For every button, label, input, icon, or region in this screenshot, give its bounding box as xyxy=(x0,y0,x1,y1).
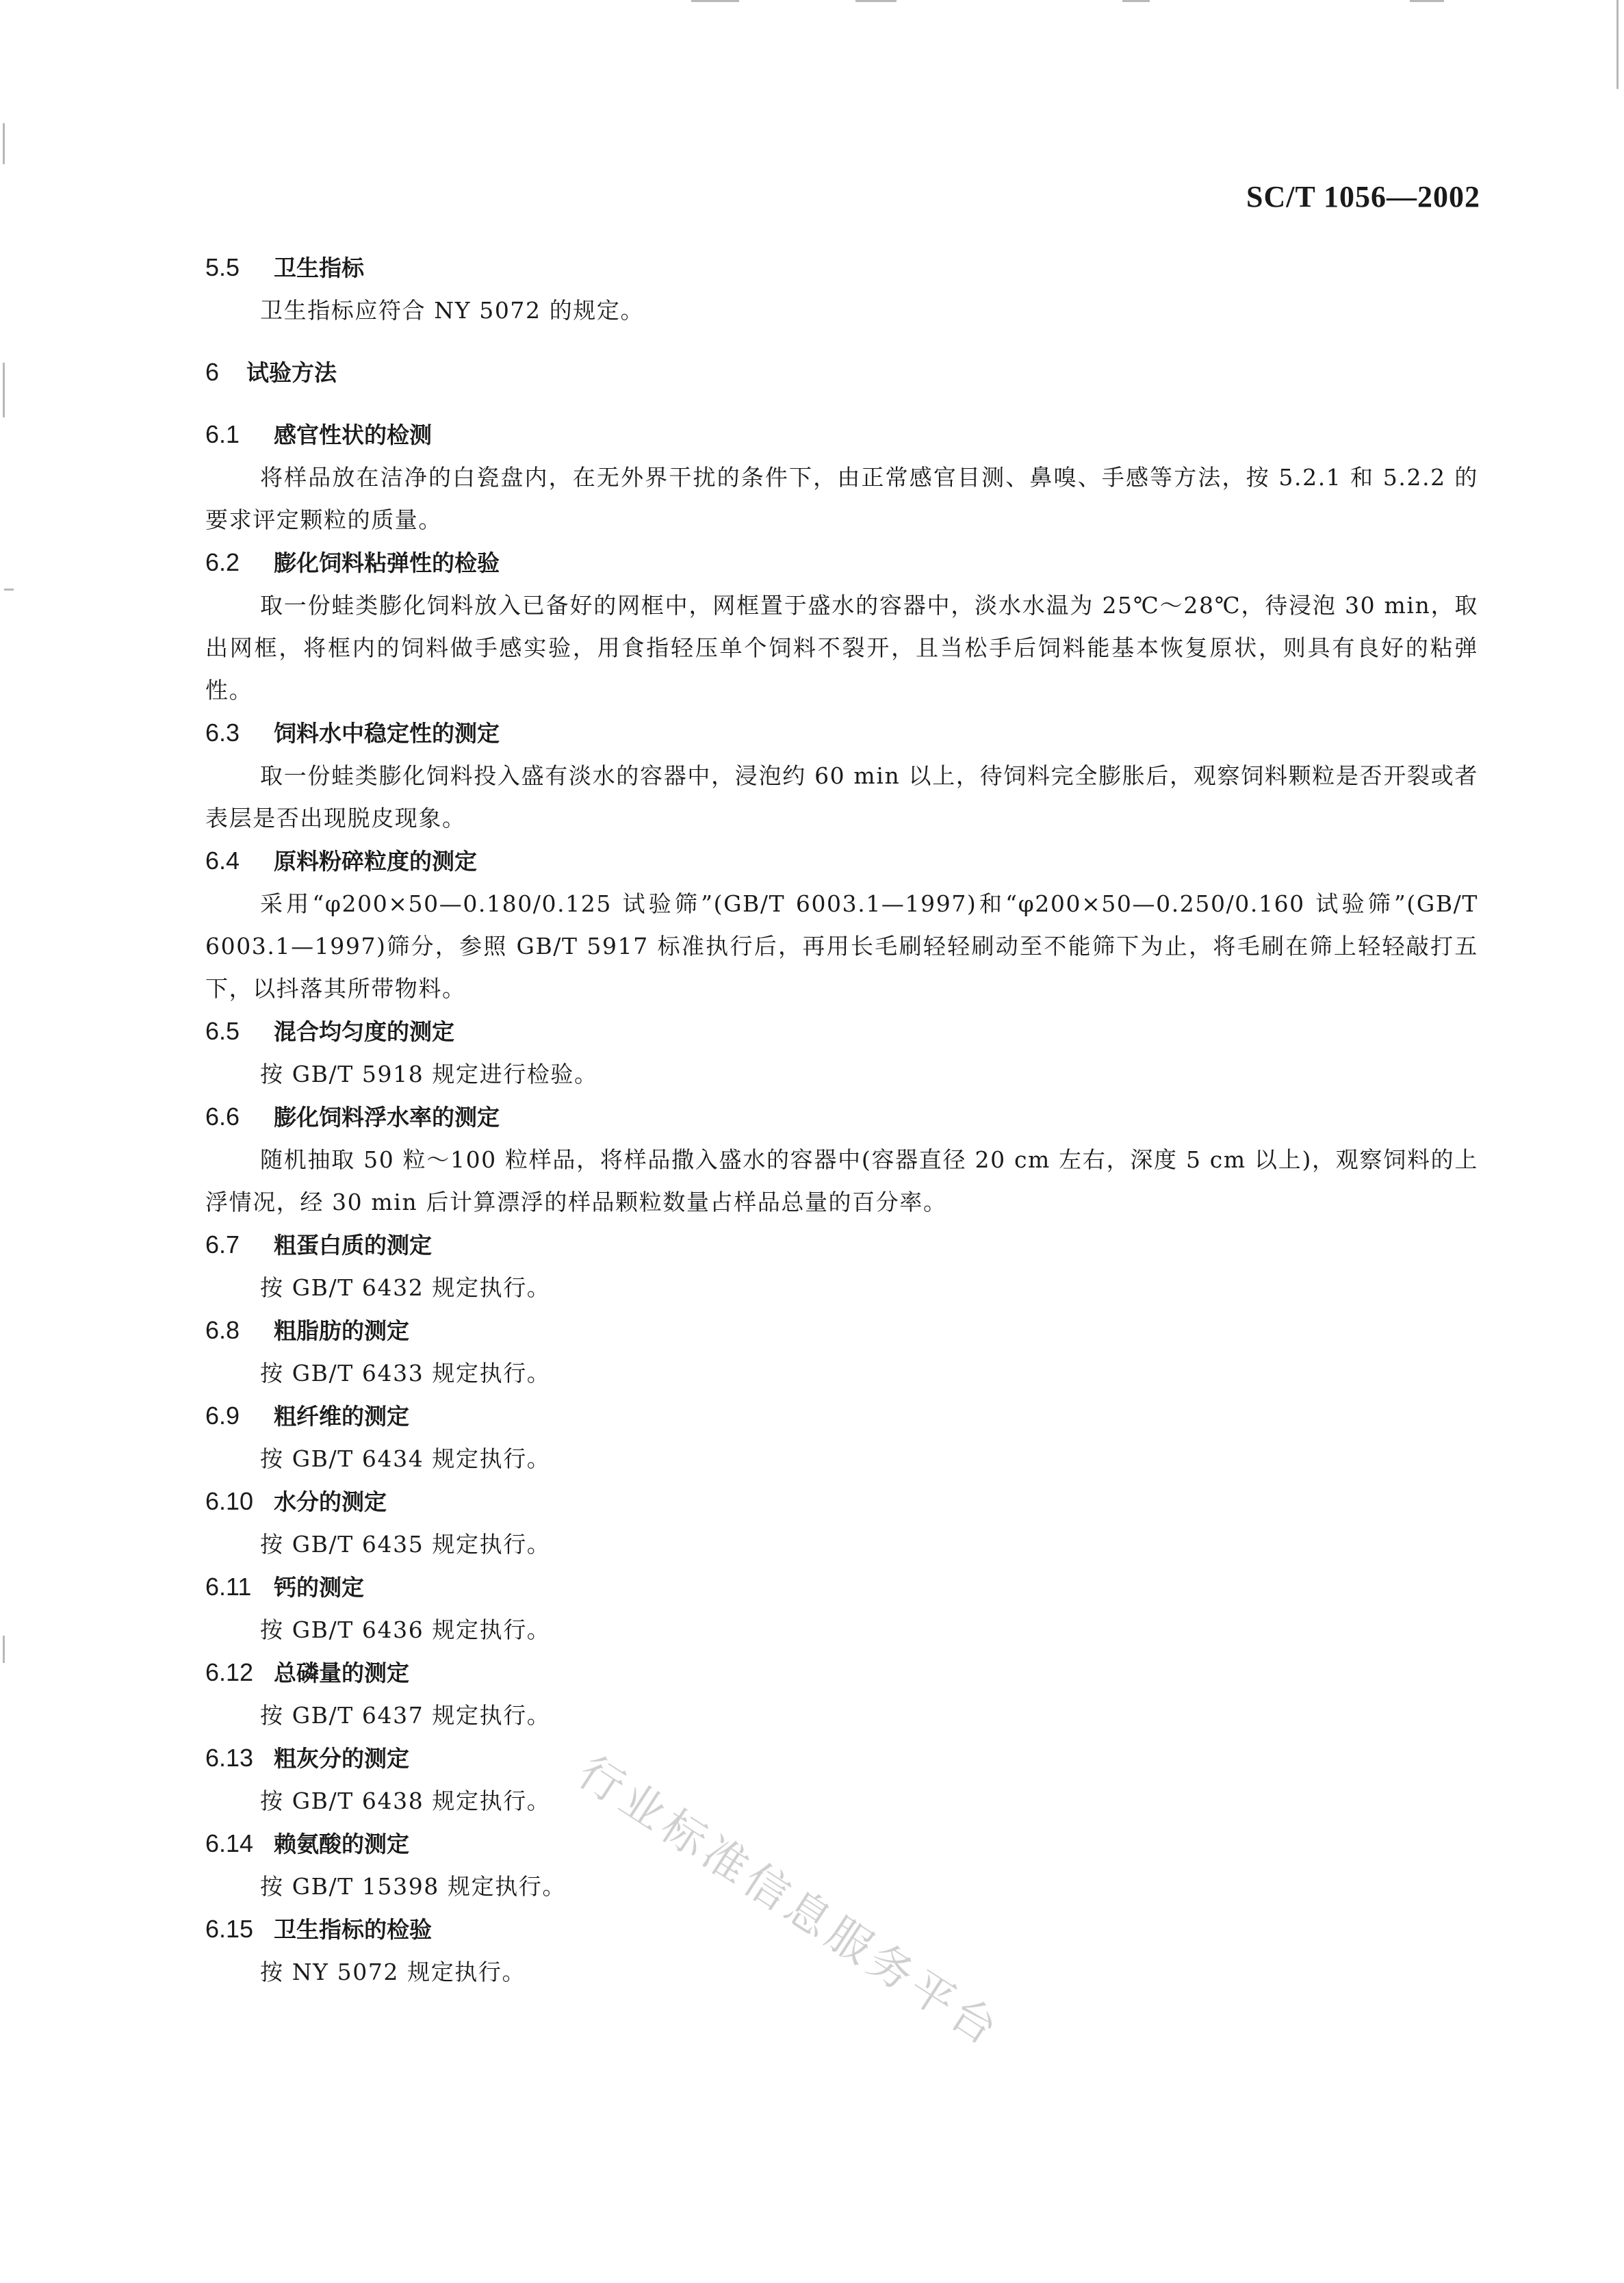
document-code: SC/T 1056—2002 xyxy=(1246,180,1480,214)
section-heading xyxy=(205,840,1478,883)
section-number: 6.6 xyxy=(205,1102,240,1131)
section-6 xyxy=(205,351,1478,394)
section-6-1 xyxy=(205,413,1478,541)
section-title: 粗灰分的测定 xyxy=(274,1745,409,1772)
section-title: 卫生指标 xyxy=(274,255,364,281)
section-heading xyxy=(205,1309,1478,1352)
section-paragraph: 卫生指标应符合 NY 5072 的规定。 xyxy=(260,297,645,324)
section-heading xyxy=(205,541,1478,584)
section-paragraph: 按 NY 5072 规定执行。 xyxy=(260,1959,526,1985)
section-number: 6.7 xyxy=(205,1230,240,1259)
section-heading xyxy=(205,1737,1478,1780)
section-title: 赖氨酸的测定 xyxy=(274,1831,409,1857)
section-title: 总磷量的测定 xyxy=(274,1660,409,1686)
section-title: 试验方法 xyxy=(246,359,337,386)
section-number: 6.2 xyxy=(205,548,240,576)
section-paragraph: 将样品放在洁净的白瓷盘内，在无外界干扰的条件下，由正常感官目测、鼻嗅、手感等方法，按 5.2.1 和 5.2.2 的要求评定颗粒的质量。 xyxy=(205,464,1478,533)
section-number: 6.15 xyxy=(205,1915,254,1943)
scan-mark-left-2 xyxy=(3,363,5,417)
section-title: 钙的测定 xyxy=(274,1574,364,1601)
section-paragraph: 取一份蛙类膨化饲料放入已备好的网框中，网框置于盛水的容器中，淡水水温为 25℃～28℃，待浸泡 30 min，取出网框，将框内的饲料做手感实验，用食指轻压单个饲料不裂开，且当松手后饲料能基本恢复原状，则具有良好的粘弹性。 xyxy=(205,592,1478,704)
section-title: 饲料水中稳定性的测定 xyxy=(274,720,500,747)
section-heading xyxy=(205,1096,1478,1139)
section-heading xyxy=(205,413,1478,456)
section-6-3 xyxy=(205,712,1478,840)
scan-mark-top-2 xyxy=(855,0,897,2)
watermark: 行业标准信息服务平台 xyxy=(569,1746,1010,2058)
section-6-5 xyxy=(205,1010,1478,1096)
section-number: 5.5 xyxy=(205,253,240,281)
section-heading xyxy=(205,1010,1478,1053)
section-paragraph: 按 GB/T 6433 规定执行。 xyxy=(260,1360,551,1386)
section-heading xyxy=(205,351,1478,394)
section-paragraph: 按 GB/T 6434 规定执行。 xyxy=(260,1445,551,1472)
section-number: 6.9 xyxy=(205,1402,240,1430)
section-title: 粗蛋白质的测定 xyxy=(274,1232,432,1259)
section-heading xyxy=(205,1480,1478,1523)
section-paragraph: 按 GB/T 6432 规定执行。 xyxy=(260,1274,551,1301)
section-title: 膨化饲料浮水率的测定 xyxy=(274,1104,500,1131)
section-title: 混合均匀度的测定 xyxy=(274,1018,454,1045)
section-heading xyxy=(205,1651,1478,1694)
scan-mark-top-4 xyxy=(1410,0,1444,2)
scan-mark-left-4 xyxy=(3,1636,5,1663)
section-paragraph: 按 GB/T 15398 规定执行。 xyxy=(260,1873,566,1900)
section-paragraph: 按 GB/T 6438 规定执行。 xyxy=(260,1788,551,1814)
section-title: 膨化饲料粘弹性的检验 xyxy=(274,550,500,576)
document-body xyxy=(205,246,1478,1994)
section-6-2 xyxy=(205,541,1478,712)
section-paragraph: 随机抽取 50 粒～100 粒样品，将样品撒入盛水的容器中(容器直径 20 cm 左右，深度 5 cm 以上)，观察饲料的上浮情况，经 30 min 后计算漂浮的样品颗粒数量占样品总量的百分率。 xyxy=(205,1146,1478,1215)
section-heading xyxy=(205,1395,1478,1438)
section-title: 卫生指标的检验 xyxy=(274,1916,432,1943)
section-number: 6.1 xyxy=(205,420,240,448)
section-6-13 xyxy=(205,1737,1478,1822)
section-title: 水分的测定 xyxy=(274,1488,387,1515)
section-number: 6.5 xyxy=(205,1017,240,1045)
section-number: 6.8 xyxy=(205,1316,240,1344)
section-6-11 xyxy=(205,1566,1478,1651)
section-title: 感官性状的检测 xyxy=(274,422,432,448)
section-title: 原料粉碎粒度的测定 xyxy=(274,848,477,875)
section-heading xyxy=(205,1224,1478,1267)
section-number: 6.3 xyxy=(205,719,240,747)
section-6-6 xyxy=(205,1096,1478,1224)
section-number: 6.13 xyxy=(205,1744,254,1772)
section-title: 粗脂肪的测定 xyxy=(274,1317,409,1344)
section-number: 6.12 xyxy=(205,1658,254,1686)
section-title: 粗纤维的测定 xyxy=(274,1403,409,1430)
scan-mark-top-1 xyxy=(691,0,739,2)
section-paragraph: 按 GB/T 6435 规定执行。 xyxy=(260,1531,551,1558)
section-paragraph: 采用“φ200×50—0.180/0.125 试验筛”(GB/T 6003.1—1997)和“φ200×50—0.250/0.160 试验筛”(GB/T 6003.1—1997)筛分，参照 GB/T 5917 标准执行后，再用长毛刷轻轻刷动至不能筛下为止，将毛刷在筛上轻轻敲打五下，以抖落其所带物料。 xyxy=(205,890,1478,1002)
section-heading xyxy=(205,1822,1478,1866)
scan-mark-right xyxy=(1616,0,1619,89)
section-number: 6.4 xyxy=(205,847,240,875)
section-paragraph: 取一份蛙类膨化饲料投入盛有淡水的容器中，浸泡约 60 min 以上，待饲料完全膨胀后，观察饲料颗粒是否开裂或者表层是否出现脱皮现象。 xyxy=(205,762,1478,831)
scan-mark-left-3 xyxy=(4,589,14,591)
section-6-7 xyxy=(205,1224,1478,1309)
section-paragraph: 按 GB/T 5918 规定进行检验。 xyxy=(260,1061,598,1087)
section-number: 6.11 xyxy=(205,1573,252,1601)
scan-mark-left-1 xyxy=(3,123,5,164)
section-paragraph: 按 GB/T 6436 规定执行。 xyxy=(260,1616,551,1643)
section-heading xyxy=(205,246,1478,289)
section-number: 6 xyxy=(205,358,220,386)
section-6-12 xyxy=(205,1651,1478,1737)
section-heading xyxy=(205,712,1478,755)
section-6-9 xyxy=(205,1395,1478,1480)
section-6-8 xyxy=(205,1309,1478,1395)
section-6-4 xyxy=(205,840,1478,1010)
scan-mark-top-3 xyxy=(1122,0,1150,2)
section-number: 6.14 xyxy=(205,1829,254,1857)
section-number: 6.10 xyxy=(205,1487,254,1515)
section-5-5 xyxy=(205,246,1478,332)
section-heading xyxy=(205,1566,1478,1609)
section-6-10 xyxy=(205,1480,1478,1566)
section-paragraph: 按 GB/T 6437 规定执行。 xyxy=(260,1702,551,1729)
